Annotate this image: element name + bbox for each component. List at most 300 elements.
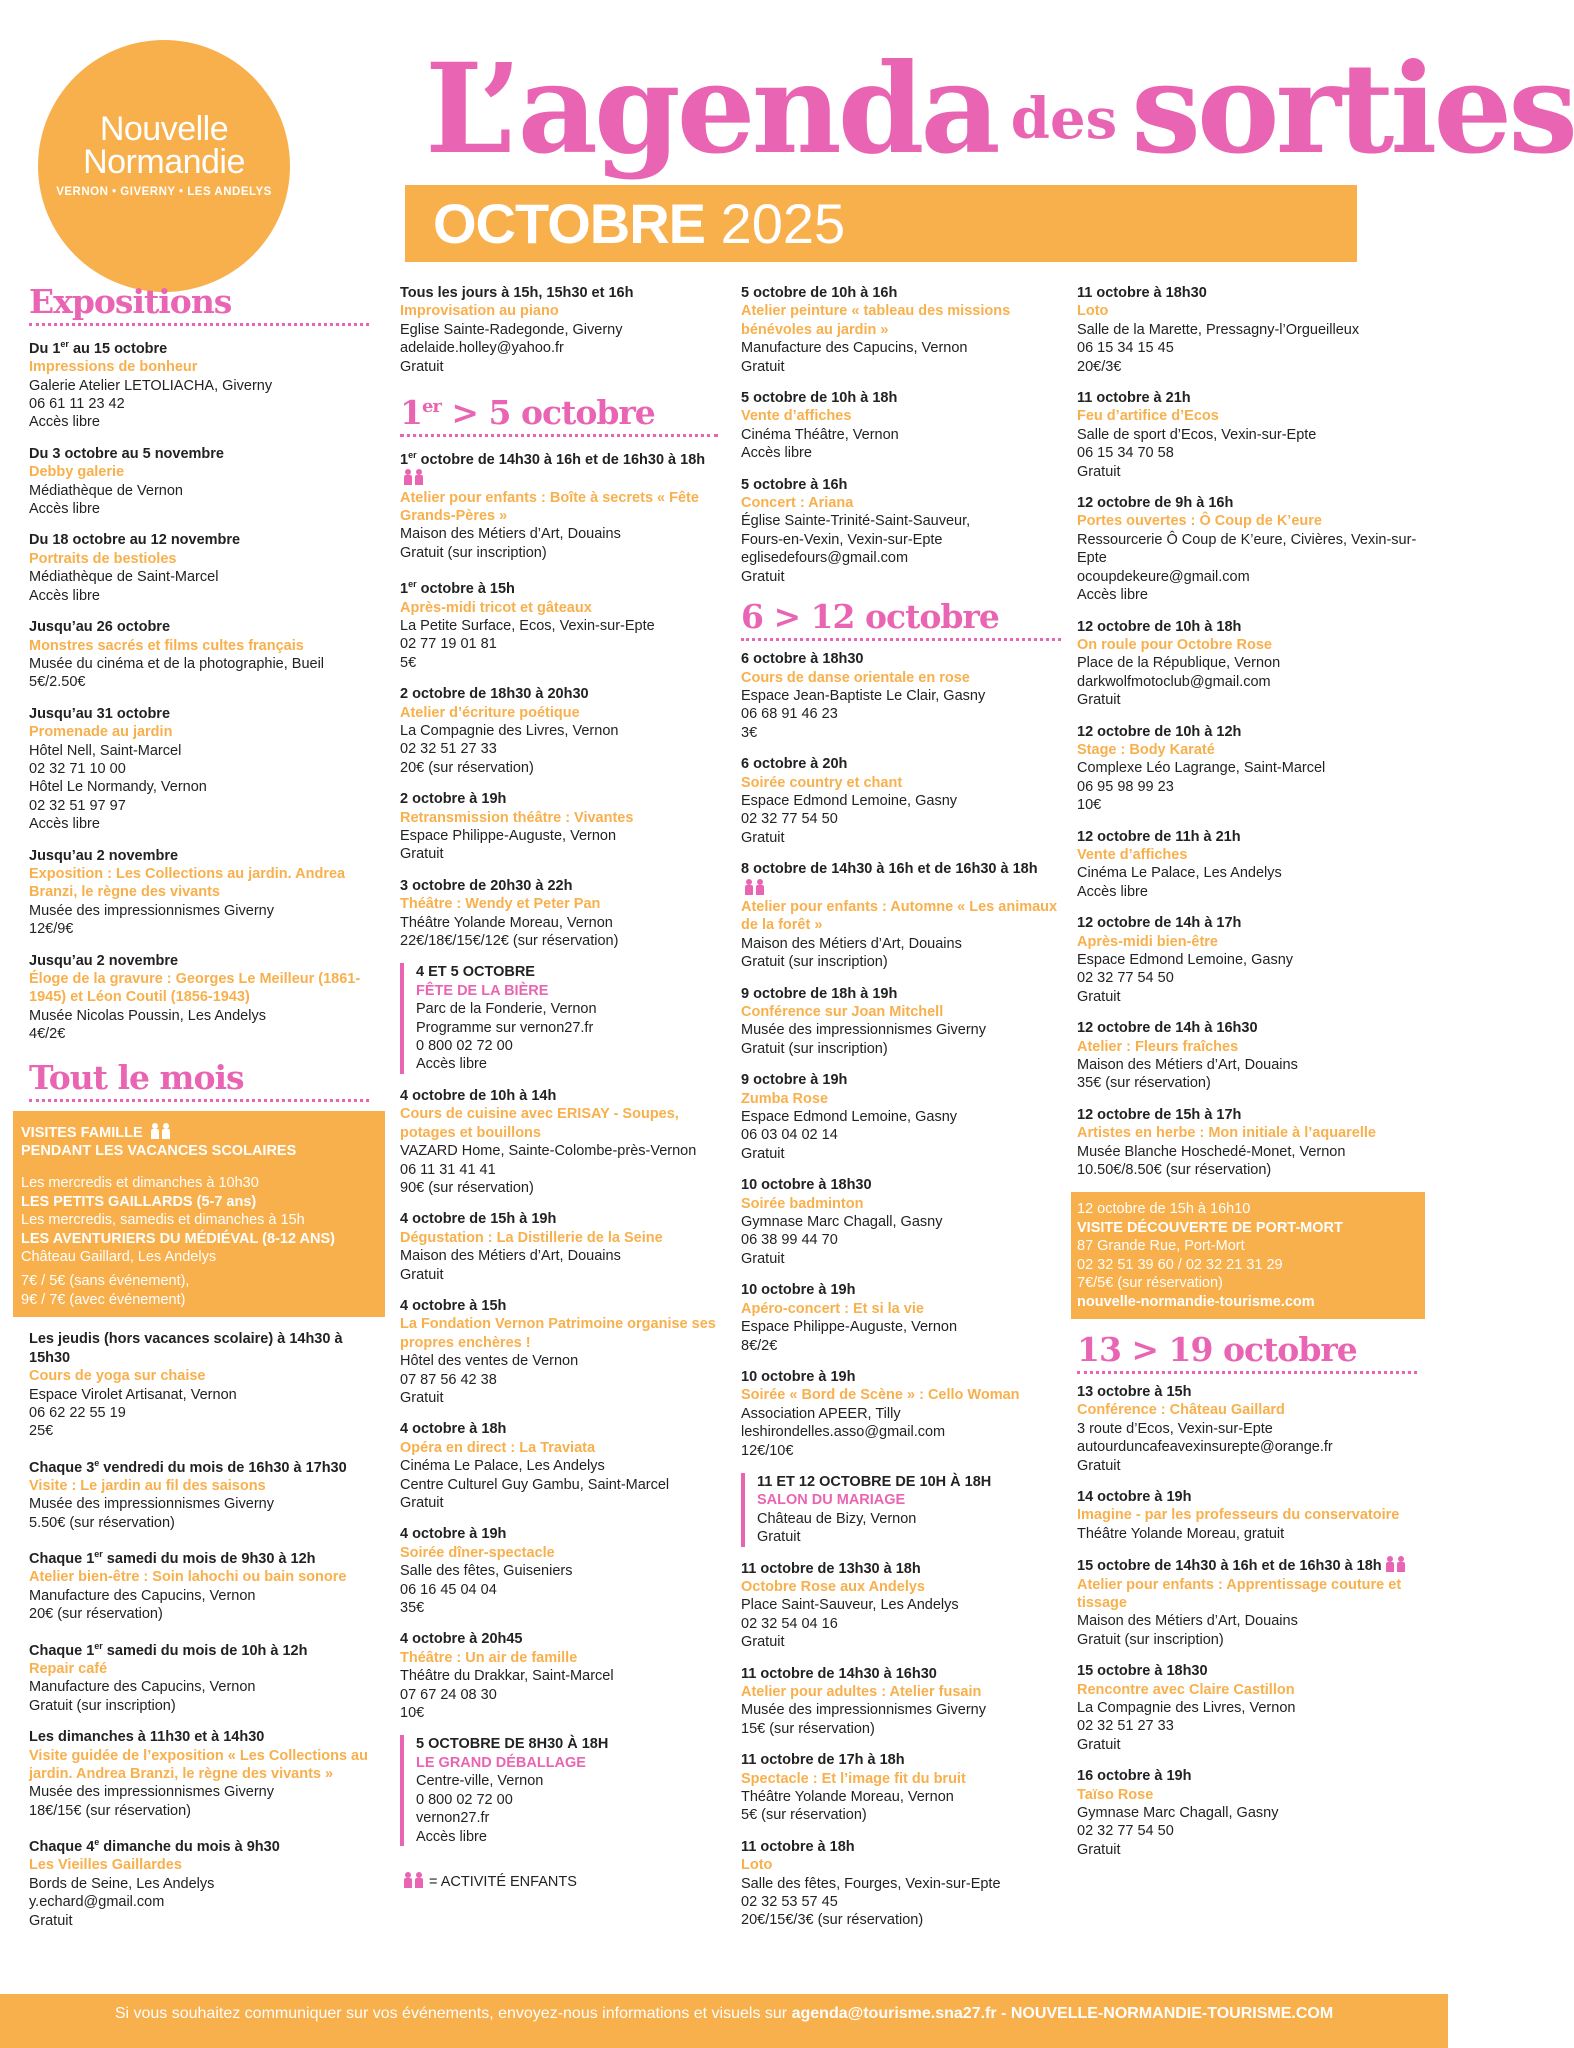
event-detail: Musée Nicolas Poussin, Les Andelys <box>29 1007 266 1024</box>
event-detail: Hôtel des ventes de Vernon <box>400 1353 579 1370</box>
event-title: Octobre Rose aux Andelys <box>741 1578 925 1595</box>
event-detail: Place Saint-Sauveur, Les Andelys <box>741 1597 959 1614</box>
event-title: Cours de yoga sur chaise <box>29 1368 206 1385</box>
children-icon <box>403 469 425 485</box>
event-date: 11 octobre à 18h30 <box>1077 285 1207 301</box>
event-detail: Cinéma Le Palace, Les Andelys <box>1077 865 1282 882</box>
event-detail: Gratuit <box>400 1495 444 1511</box>
event-detail[interactable]: autourduncafeavexinsurepte@orange.fr <box>1077 1439 1333 1456</box>
event-detail: 06 61 11 23 42 <box>29 396 125 413</box>
event-date: Du 3 octobre au 5 novembre <box>29 445 224 462</box>
event-title: Atelier : Fleurs fraîches <box>1077 1038 1239 1055</box>
event-detail[interactable]: leshirondelles.asso@gmail.com <box>741 1424 946 1441</box>
event-date: 15 octobre de 14h30 à 16h et de 16h30 à 18h <box>1077 1556 1417 1575</box>
event-detail: Gratuit <box>741 829 785 846</box>
page-title <box>425 37 1574 182</box>
box-link[interactable]: nouvelle-normandie-tourisme.com <box>1077 1293 1315 1310</box>
event-title: Loto <box>741 1857 773 1874</box>
event-title: Soirée dîner-spectacle <box>400 1544 555 1561</box>
event-item <box>29 1545 369 1623</box>
event-title: Après-midi bien-être <box>1077 933 1218 950</box>
event-item <box>400 790 718 864</box>
event-date: 11 octobre à 21h <box>1077 390 1191 407</box>
box-line-3: Château Gaillard, Les Andelys <box>21 1249 217 1266</box>
event-date: 4 octobre à 19h <box>400 1526 507 1543</box>
event-date: 6 octobre à 20h <box>741 756 848 773</box>
children-icon <box>150 1123 172 1139</box>
event-detail: 07 67 24 08 30 <box>400 1686 497 1703</box>
event-date: Du 1er au 15 octobre <box>29 339 168 357</box>
special-event-grand-deballage <box>400 1735 718 1845</box>
event-date: 10 octobre à 18h30 <box>741 1177 872 1194</box>
event-item <box>29 531 369 605</box>
event-detail: 18€/15€ (sur réservation) <box>29 1802 191 1819</box>
event-detail: 12€/10€ <box>741 1442 794 1459</box>
box-line-2: Les mercredis, samedis et dimanches à 15h <box>21 1212 305 1229</box>
box-heading-4: LES AVENTURIERS DU MÉDIÉVAL (8-12 ANS) <box>21 1230 335 1247</box>
special-detail: Gratuit <box>757 1529 801 1546</box>
event-detail: Théâtre du Drakkar, Saint-Marcel <box>400 1668 614 1685</box>
event-item <box>29 1330 369 1440</box>
event-title: Monstres sacrés et films cultes français <box>29 637 304 654</box>
event-item <box>741 755 1061 847</box>
event-detail: Salle de sport d’Ecos, Vexin-sur-Epte <box>1077 426 1317 443</box>
event-item <box>741 1751 1061 1825</box>
event-date: 11 octobre à 18h <box>741 1838 855 1855</box>
event-item <box>741 389 1061 463</box>
event-date: Jusqu’au 31 octobre <box>29 705 171 722</box>
event-detail: 06 95 98 99 23 <box>1077 778 1174 795</box>
event-title: Visite : Le jardin au fil des saisons <box>29 1477 266 1494</box>
event-detail: 20€ (sur réservation) <box>400 759 534 776</box>
event-detail: Ressourcerie Ô Coup de K’eure, Civières, Vexin-sur-Epte <box>1077 531 1417 567</box>
event-date: 10 octobre à 19h <box>741 1368 856 1385</box>
event-detail: Gratuit <box>1077 1841 1121 1858</box>
event-title: Atelier peinture « tableau des missions bénévoles au jardin » <box>741 303 1011 338</box>
event-title: Improvisation au piano <box>400 303 559 320</box>
box-heading-1: VISITES FAMILLE <box>21 1124 143 1141</box>
event-detail: 20€/15€/3€ (sur réservation) <box>741 1912 924 1929</box>
event-detail: Gymnase Marc Chagall, Gasny <box>741 1214 943 1231</box>
event-item <box>1077 723 1417 815</box>
event-title: Atelier bien-être : Soin lahochi ou bain sonore <box>29 1569 347 1586</box>
event-item <box>29 445 369 519</box>
event-detail: Maison des Métiers d’Art, Douains <box>400 1248 621 1265</box>
event-detail: 02 32 54 04 16 <box>741 1615 838 1632</box>
event-detail: 25€ <box>29 1423 54 1440</box>
event-detail[interactable]: darkwolfmotoclub@gmail.com <box>1077 673 1271 690</box>
event-detail: 4€/2€ <box>29 1026 66 1043</box>
footer-email[interactable]: agenda@tourisme.sna27.fr <box>791 2005 997 2022</box>
logo <box>38 40 290 292</box>
event-date: 12 octobre de 10h à 12h <box>1077 723 1242 740</box>
event-title: Apéro-concert : Et si la vie <box>741 1300 924 1317</box>
port-mort-box <box>1071 1192 1425 1318</box>
event-item <box>1077 914 1417 1006</box>
event-detail: Espace Philippe-Auguste, Vernon <box>741 1319 958 1336</box>
event-item <box>741 650 1061 742</box>
event-item <box>1077 1767 1417 1859</box>
event-detail: 02 32 51 27 33 <box>1077 1718 1174 1735</box>
event-item <box>400 1525 718 1617</box>
event-date: 4 octobre de 10h à 14h <box>400 1087 557 1104</box>
event-detail: Espace Edmond Lemoine, Gasny <box>1077 952 1294 968</box>
event-date: 12 octobre de 15h à 17h <box>1077 1106 1242 1123</box>
event-title: Dégustation : La Distillerie de la Seine <box>400 1229 663 1246</box>
event-item <box>400 685 718 777</box>
event-date: Chaque 1er samedi du mois de 9h30 à 12h <box>29 1549 316 1568</box>
event-detail: 02 32 51 27 33 <box>400 741 497 758</box>
event-detail: 20€/3€ <box>1077 358 1122 375</box>
event-detail[interactable]: adelaide.holley@yahoo.fr <box>400 340 564 357</box>
event-detail: La Compagnie des Livres, Vernon <box>400 722 619 739</box>
special-date: 11 ET 12 OCTOBRE DE 10H À 18H <box>757 1473 992 1490</box>
section-heading-week-3: 13 > 19 octobre <box>1077 1332 1417 1374</box>
event-date: 11 octobre de 14h30 à 16h30 <box>741 1665 937 1682</box>
event-detail: 22€/18€/15€/12€ (sur réservation) <box>400 933 619 950</box>
event-detail: 06 38 99 44 70 <box>741 1232 838 1249</box>
event-detail: Médiathèque de Vernon <box>29 482 183 499</box>
event-date: 5 octobre de 10h à 18h <box>741 390 898 407</box>
event-item <box>1077 828 1417 902</box>
event-item <box>741 284 1061 376</box>
event-detail: Maison des Métiers d’Art, Douains <box>1077 1613 1298 1630</box>
event-detail: Espace Edmond Lemoine, Gasny <box>741 1109 958 1126</box>
event-item <box>1077 1662 1417 1754</box>
event-title: Atelier d’écriture poétique <box>400 704 580 721</box>
title-part-3: sorties <box>1131 37 1574 182</box>
event-date: 16 octobre à 19h <box>1077 1768 1192 1785</box>
event-detail: Accès libre <box>1077 883 1148 900</box>
event-date: 8 octobre de 14h30 à 16h et de 16h30 à 18h <box>741 860 1061 898</box>
event-detail: Salle de la Marette, Pressagny-l’Orgueilleux <box>1077 321 1360 338</box>
logo-line-2: Normandie <box>83 143 245 181</box>
event-detail: 06 15 34 70 58 <box>1077 445 1174 462</box>
event-item <box>29 1728 369 1820</box>
children-icon <box>1385 1556 1407 1572</box>
event-title: Cours de cuisine avec ERISAY - Soupes, potages et bouillons <box>400 1106 679 1141</box>
event-detail: Salle des fêtes, Guiseniers <box>400 1563 573 1580</box>
box-line: 02 32 51 39 60 / 02 32 21 31 29 <box>1077 1256 1283 1273</box>
event-detail: 5€ (sur réservation) <box>741 1807 867 1824</box>
event-detail: 12€/9€ <box>29 921 74 938</box>
event-detail: Gratuit (sur inscription) <box>741 1040 888 1057</box>
event-detail: 15€ (sur réservation) <box>741 1720 875 1737</box>
box-line-1: Les mercredis et dimanches à 10h30 <box>21 1175 259 1192</box>
column-2 <box>400 284 718 1890</box>
event-detail: Cinéma Théâtre, Vernon <box>741 426 899 443</box>
event-date: 12 octobre de 9h à 16h <box>1077 495 1234 512</box>
event-date: 3 octobre de 20h30 à 22h <box>400 877 573 894</box>
event-detail: Musée des impressionnismes Giverny <box>29 1496 274 1513</box>
event-date: 4 octobre à 15h <box>400 1297 507 1314</box>
event-title: La Fondation Vernon Patrimoine organise ses propres enchères ! <box>400 1316 716 1351</box>
event-detail: 5€ <box>400 654 417 671</box>
event-title: Zumba Rose <box>741 1090 829 1107</box>
event-detail: Accès libre <box>29 816 100 833</box>
box-date: 12 octobre de 15h à 16h10 <box>1077 1201 1251 1218</box>
event-date: 4 octobre de 15h à 19h <box>400 1211 557 1228</box>
week1-list <box>400 446 718 950</box>
event-title: Atelier pour enfants : Boîte à secrets « Fête Grands-Pères » <box>400 489 699 525</box>
event-detail: Gratuit <box>400 1389 444 1406</box>
legend <box>400 1872 718 1890</box>
event-item <box>1077 1019 1417 1093</box>
event-detail: Salle des fêtes, Fourges, Vexin-sur-Epte <box>741 1875 1001 1892</box>
event-detail: Gratuit <box>1077 988 1121 1005</box>
event-item <box>29 847 369 939</box>
event-item <box>400 284 718 376</box>
event-detail: Eglise Sainte-Radegonde, Giverny <box>400 321 623 338</box>
event-date: 9 octobre à 19h <box>741 1072 848 1089</box>
event-detail: Espace Edmond Lemoine, Gasny <box>741 792 958 809</box>
event-detail: 35€ <box>400 1600 425 1617</box>
event-detail: Musée des impressionnismes Giverny <box>741 1022 986 1039</box>
event-detail[interactable]: y.echard@gmail.com <box>29 1894 165 1911</box>
event-title: Artistes en herbe : Mon initiale à l’aquarelle <box>1077 1125 1376 1142</box>
event-detail: 10€ <box>1077 797 1102 814</box>
event-title: Cours de danse orientale en rose <box>741 669 970 686</box>
event-item <box>400 1630 718 1722</box>
column-4 <box>1077 284 1417 1872</box>
event-item <box>741 476 1061 586</box>
event-detail: Hôtel Le Normandy, Vernon <box>29 779 207 796</box>
event-detail: Gratuit <box>741 568 785 585</box>
event-detail: Gratuit (sur inscription) <box>29 1697 176 1714</box>
event-detail: La Petite Surface, Ecos, Vexin-sur-Epte <box>400 617 655 634</box>
event-detail: La Compagnie des Livres, Vernon <box>1077 1700 1296 1716</box>
footer-text: Si vous souhaitez communiquer sur vos événements, envoyez-nous informations et visuels sur <box>114 2005 788 2022</box>
event-detail: Théâtre Yolande Moreau, Vernon <box>400 914 613 931</box>
event-title: Conférence : Château Gaillard <box>1077 1402 1285 1419</box>
event-title: Spectacle : Et l’image fit du bruit <box>741 1770 966 1787</box>
event-date: 5 octobre à 16h <box>741 476 848 493</box>
event-detail: 06 62 22 55 19 <box>29 1404 126 1421</box>
event-date: 13 octobre à 15h <box>1077 1383 1192 1400</box>
event-detail: Accès libre <box>29 501 100 518</box>
event-title: Atelier pour enfants : Automne « Les animaux de la forêt » <box>741 898 1058 934</box>
logo-line-3: VERNON • GIVERNY • LES ANDELYS <box>56 186 272 198</box>
event-date: 9 octobre de 18h à 19h <box>741 985 898 1002</box>
week1-list-2 <box>400 1087 718 1723</box>
event-detail: Maison des Métiers d’Art, Douains <box>400 526 621 543</box>
column-1 <box>21 282 369 1943</box>
event-date: Jusqu’au 26 octobre <box>29 619 171 636</box>
event-title: Théâtre : Wendy et Peter Pan <box>400 896 601 913</box>
event-detail: 02 32 71 10 00 <box>29 760 126 777</box>
event-item <box>400 1087 718 1197</box>
event-detail: 06 03 04 02 14 <box>741 1127 838 1144</box>
event-detail[interactable]: ocoupdekeure@gmail.com <box>1077 568 1250 585</box>
event-detail: Gratuit <box>1077 692 1121 709</box>
special-detail: Parc de la Fonderie, Vernon <box>416 1001 597 1018</box>
event-title: Taïso Rose <box>1077 1786 1154 1803</box>
event-detail: Hôtel Nell, Saint-Marcel <box>29 742 182 759</box>
event-title: Vente d’affiches <box>1077 846 1188 863</box>
event-detail: 02 32 77 54 50 <box>741 811 838 828</box>
event-item <box>29 1833 369 1930</box>
event-title: Feu d’artifice d’Ecos <box>1077 408 1219 425</box>
event-detail: Espace Virolet Artisanat, Vernon <box>29 1386 237 1403</box>
title-part-1: L’agenda <box>425 37 997 182</box>
event-detail: 5€/2.50€ <box>29 674 86 691</box>
event-item <box>29 705 369 834</box>
event-title: Imagine - par les professeurs du conservatoire <box>1077 1507 1400 1524</box>
event-detail: Complexe Léo Lagrange, Saint-Marcel <box>1077 760 1326 777</box>
event-detail: 90€ (sur réservation) <box>400 1179 534 1196</box>
special-event-salon-mariage <box>741 1473 1061 1547</box>
family-visits-box <box>13 1111 385 1318</box>
special-detail: Château de Bizy, Vernon <box>757 1510 917 1527</box>
event-item <box>1077 618 1417 710</box>
event-title: Concert : Ariana <box>741 495 854 512</box>
event-title: Atelier pour adultes : Atelier fusain <box>741 1684 982 1700</box>
event-item <box>400 575 718 672</box>
event-date: Tous les jours à 15h, 15h30 et 16h <box>400 285 634 301</box>
event-detail: Gratuit (sur inscription) <box>1077 1631 1224 1648</box>
event-date: 14 octobre à 19h <box>1077 1488 1192 1505</box>
event-date: Les jeudis (hors vacances scolaire) à 14h30 à 15h30 <box>29 1331 343 1366</box>
event-detail: Maison des Métiers d’Art, Douains <box>741 935 962 952</box>
event-date: 10 octobre à 19h <box>741 1282 856 1299</box>
box-line-4: 7€ / 5€ (sans événement), <box>21 1273 190 1290</box>
box-line: 7€/5€ (sur réservation) <box>1077 1275 1223 1292</box>
event-detail[interactable]: eglisedefours@gmail.com <box>741 550 909 567</box>
event-detail: Manufacture des Capucins, Vernon <box>29 1679 256 1696</box>
month-year: 2025 <box>720 192 846 255</box>
event-date: 2 octobre à 19h <box>400 791 507 808</box>
event-item <box>29 1454 369 1532</box>
event-item <box>741 1176 1061 1268</box>
event-item <box>1077 494 1417 604</box>
event-title: Portes ouvertes : Ô Coup de K’eure <box>1077 513 1322 530</box>
title-part-2: des <box>1010 86 1118 152</box>
event-date: Chaque 4e dimanche du mois à 9h30 <box>29 1837 280 1855</box>
event-detail: 20€ (sur réservation) <box>29 1606 163 1623</box>
event-title: Rencontre avec Claire Castillon <box>1077 1681 1295 1698</box>
event-date: Jusqu’au 2 novembre <box>29 952 179 969</box>
tout-le-mois-list <box>29 1330 369 1930</box>
event-detail: Gratuit (sur inscription) <box>400 544 547 561</box>
event-detail: Musée des impressionnismes Giverny <box>29 902 274 919</box>
event-title: Portraits de bestioles <box>29 550 177 567</box>
event-item <box>1077 1488 1417 1543</box>
event-item <box>741 1560 1061 1652</box>
event-date: 11 octobre de 13h30 à 18h <box>741 1560 921 1577</box>
event-title: Conférence sur Joan Mitchell <box>741 1004 944 1020</box>
event-detail: Espace Philippe-Auguste, Vernon <box>400 828 617 844</box>
event-detail: Gratuit <box>741 1634 785 1651</box>
event-detail: Gymnase Marc Chagall, Gasny <box>1077 1805 1279 1822</box>
special-detail: Centre-ville, Vernon <box>416 1773 544 1790</box>
event-detail: Galerie Atelier LETOLIACHA, Giverny <box>29 377 273 394</box>
event-title: Repair café <box>29 1660 108 1677</box>
event-title: Debby galerie <box>29 464 125 481</box>
event-date: 15 octobre à 18h30 <box>1077 1663 1208 1680</box>
event-title: Atelier pour enfants : Apprentissage couture et tissage <box>1077 1576 1402 1611</box>
event-detail: Gratuit <box>1077 463 1121 480</box>
col4-top-list <box>1077 284 1417 1179</box>
event-detail: Musée des impressionnismes Giverny <box>741 1702 986 1719</box>
event-detail: Musée Blanche Hoschedé-Monet, Vernon <box>1077 1143 1346 1160</box>
event-detail: Accès libre <box>741 445 812 462</box>
event-title: Vente d’affiches <box>741 408 852 425</box>
section-heading-week-2: 6 > 12 octobre <box>741 599 1061 641</box>
event-date: Chaque 1er samedi du mois de 10h à 12h <box>29 1640 308 1659</box>
event-detail: Gratuit <box>741 1145 785 1162</box>
special-event-fete-biere <box>400 963 718 1073</box>
event-detail: 06 15 34 15 45 <box>1077 340 1174 357</box>
event-item <box>1077 389 1417 481</box>
month-name: OCTOBRE <box>433 192 705 255</box>
event-title: Exposition : Les Collections au jardin. Andrea Branzi, le règne des vivants <box>29 865 346 901</box>
event-detail: Gratuit <box>400 358 444 375</box>
footer-site[interactable]: NOUVELLE-NORMANDIE-TOURISME.COM <box>1010 2005 1334 2022</box>
event-date: 1er octobre de 14h30 à 16h et de 16h30 à 18h <box>400 446 718 489</box>
event-detail: Gratuit <box>400 846 444 863</box>
event-title: Soirée « Bord de Scène » : Cello Woman <box>741 1387 1020 1404</box>
special-title: LE GRAND DÉBALLAGE <box>416 1754 586 1771</box>
event-title: Éloge de la gravure : Georges Le Meilleur (1861-1945) et Léon Coutil (1856-1943) <box>29 971 361 1006</box>
event-detail: Médiathèque de Saint-Marcel <box>29 569 219 586</box>
week2-list-2 <box>741 1560 1061 1930</box>
event-item <box>29 618 369 692</box>
event-item <box>1077 284 1417 376</box>
event-item <box>741 1281 1061 1355</box>
event-detail: 02 32 51 97 97 <box>29 797 126 814</box>
special-detail: 0 800 02 72 00 <box>416 1791 513 1808</box>
special-detail: vernon27.fr <box>416 1810 490 1827</box>
event-title: Visite guidée de l’exposition « Les Collections au jardin. Andrea Branzi, le règne des vivants » <box>29 1747 368 1782</box>
section-heading-week-1: 1er > 5 octobre <box>400 389 718 437</box>
column-3 <box>741 284 1061 1943</box>
section-heading-expositions: Expositions <box>29 284 369 326</box>
event-detail: 07 87 56 42 38 <box>400 1371 497 1388</box>
children-icon <box>744 879 766 895</box>
event-item <box>29 1637 369 1715</box>
event-detail: Bords de Seine, Les Andelys <box>29 1875 215 1892</box>
special-detail: 0 800 02 72 00 <box>416 1038 513 1055</box>
event-date: 2 octobre de 18h30 à 20h30 <box>400 686 589 703</box>
event-title: Soirée badminton <box>741 1195 864 1212</box>
event-date: Jusqu’au 2 novembre <box>29 847 179 864</box>
event-title: Théâtre : Un air de famille <box>400 1649 578 1666</box>
children-icon <box>403 1872 425 1888</box>
event-item <box>1077 1106 1417 1180</box>
event-detail: Maison des Métiers d’Art, Douains <box>1077 1057 1298 1074</box>
event-date: 5 octobre de 10h à 16h <box>741 285 898 301</box>
event-detail: Théâtre Yolande Moreau, Vernon <box>741 1789 954 1806</box>
event-title: On roule pour Octobre Rose <box>1077 636 1272 653</box>
event-detail: VAZARD Home, Sainte-Colombe-près-Vernon <box>400 1143 697 1160</box>
footer <box>0 1994 1448 2048</box>
event-detail: Manufacture des Capucins, Vernon <box>741 340 968 357</box>
event-detail: Gratuit <box>400 1266 444 1283</box>
section-heading-tout-le-mois: Tout le mois <box>29 1060 369 1102</box>
event-title: Loto <box>1077 303 1109 320</box>
event-detail: Gratuit (sur inscription) <box>741 954 888 971</box>
event-title: Retransmission théâtre : Vivantes <box>400 809 634 826</box>
event-date: 12 octobre de 11h à 21h <box>1077 828 1241 845</box>
special-date: 4 ET 5 OCTOBRE <box>416 964 535 981</box>
event-title: Les Vieilles Gaillardes <box>29 1857 182 1874</box>
special-title: FÊTE DE LA BIÈRE <box>416 982 549 999</box>
event-item <box>741 1838 1061 1930</box>
event-date: 11 octobre de 17h à 18h <box>741 1752 905 1769</box>
expositions-list <box>29 335 369 1044</box>
event-detail: Théâtre Yolande Moreau, gratuit <box>1077 1525 1285 1542</box>
event-detail: Fours-en-Vexin, Vexin-sur-Epte <box>741 531 943 548</box>
